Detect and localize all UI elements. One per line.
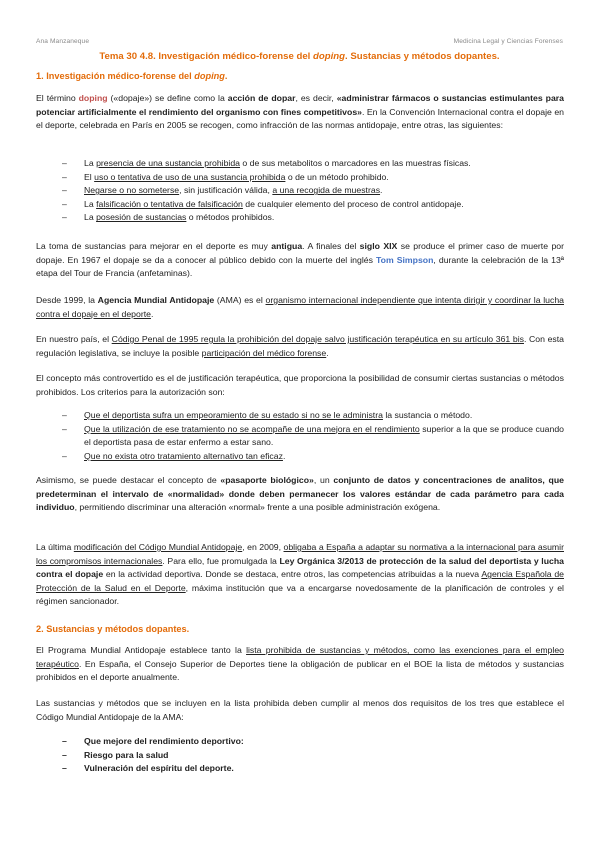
header-author: Ana Manzaneque bbox=[36, 38, 90, 45]
list-item: – Riesgo para la salud bbox=[62, 749, 169, 760]
list-item: – Que la utilización de ese tratamiento no se acompañe de una mejora en el rendimiento superior a la que se produce cuando el deportista pasa de estar enfermo a estar sano. bbox=[62, 423, 564, 448]
list-item: – La falsificación o tentativa de falsificación de cualquier elemento del proceso de control antidopaje. bbox=[62, 198, 464, 209]
paragraph-biological-passport: Asimismo, se puede destacar el concepto de «pasaporte biológico», un conjunto de datos y concentraciones de analitos, que predeterminan el intervalo de «normalidad» donde deben permanecer los valores estándar de cada parámetro para cada individuo, permitiendo discriminar una alteración «normal» frente a una posible administración exógena. bbox=[36, 475, 564, 513]
paragraph-therapeutic: El concepto más controvertido es el de justificación terapéutica, que proporciona la posibilidad de consumir ciertas sustancias o métodos prohibidos. Los criterios para la autorización son: bbox=[36, 373, 564, 397]
section-1-heading: 1. Investigación médico-forense del doping. bbox=[36, 71, 228, 81]
paragraph-programa-mundial: El Programa Mundial Antidopaje establece tanto la lista prohibida de sustancias y métodos, como las exenciones para el empleo terapéutico. En España, el Consejo Superior de Deportes tiene la obligación de publicar en el BOE la lista de métodos y sustancias prohibidos en el deporte anualmente. bbox=[36, 645, 564, 683]
list-item: – Que mejore del rendimiento deportivo: bbox=[62, 736, 244, 746]
page-title: Tema 30 4.8. Investigación médico-forense del doping. Sustancias y métodos dopantes. bbox=[99, 51, 500, 62]
list-item: – El uso o tentativa de uso de una sustancia prohibida o de un método prohibido. bbox=[62, 171, 389, 182]
list-item: – La presencia de una sustancia prohibida o de sus metabolitos o marcadores en las muestras físicas. bbox=[62, 158, 471, 168]
tom-simpson-name: Tom Simpson bbox=[375, 254, 434, 265]
section-2-heading: 2. Sustancias y métodos dopantes. bbox=[36, 624, 190, 634]
list-item: – Vulneración del espíritu del deporte. bbox=[62, 763, 234, 774]
infractions-list bbox=[62, 157, 564, 225]
paragraph-ama: Desde 1999, la Agencia Mundial Antidopaje (AMA) es el organismo internacional independiente que intenta dirigir y coordinar la lucha contra el dopaje en el deporte. bbox=[36, 295, 564, 319]
paragraph-codigo-penal: En nuestro país, el Código Penal de 1995 regula la prohibición del dopaje salvo justificación terapéutica en su artículo 361 bis. Con esta regulación legislativa, se incluye la posible participación del médico forense. bbox=[36, 334, 564, 358]
list-item: – Que no exista otro tratamiento alternativo tan eficaz. bbox=[62, 450, 286, 461]
criteria-list bbox=[62, 409, 564, 463]
paragraph-definition: El término doping («dopaje») se define como la acción de dopar, es decir, «administrar fármacos o sustancias estimulantes para potenciar artificialmente el rendimiento del organismo con fines competitivos». En la Convención Internacional contra el dopaje en el deporte, celebrada en París en 2005 se recogen, como infracción de las normas antidopaje, entre otras, las siguientes: bbox=[36, 93, 564, 131]
list-item: – La posesión de sustancias o métodos prohibidos. bbox=[62, 212, 275, 223]
list-item: – Que el deportista sufra un empeoramiento de su estado si no se le administra la sustancia o método. bbox=[62, 410, 473, 420]
paragraph-history: La toma de sustancias para mejorar en el deporte es muy antigua. A finales del siglo XIX se produce el primer caso de muerte por dopaje. En 1967 el dopaje se da a conocer al público debido con la muerte del inglés Tom Simpson, durante la celebración de la 13ª etapa del Tour de Francia (anfetaminas). bbox=[36, 241, 564, 279]
doping-term: doping bbox=[78, 93, 108, 103]
requirements-list bbox=[62, 735, 564, 776]
list-item: – Negarse o no someterse, sin justificación válida, a una recogida de muestras. bbox=[62, 185, 383, 196]
paragraph-requisitos: Las sustancias y métodos que se incluyen en la lista prohibida deben cumplir al menos dos requisitos de los tres que establece el Código Mundial Antidopaje de la AMA: bbox=[36, 698, 564, 722]
header-subject: Medicina Legal y Ciencias Forenses bbox=[453, 38, 563, 45]
paragraph-ley-organica: La última modificación del Código Mundial Antidopaje, en 2009, obligaba a España a adaptar su normativa a la internacional para asumir los compromisos internacionales. Para ello, fue promulgada la Ley Orgánica 3/2013 de protección de la salud del deportista y lucha contra el dopaje en la actividad deportiva. Donde se destaca, entre otros, las competencias atribuidas a la nueva Agencia Española de Protección de la Salud en el Deporte, máxima institución que va a encargarse novedosamente de la planificación de controles y el régimen sancionador. bbox=[36, 542, 564, 607]
